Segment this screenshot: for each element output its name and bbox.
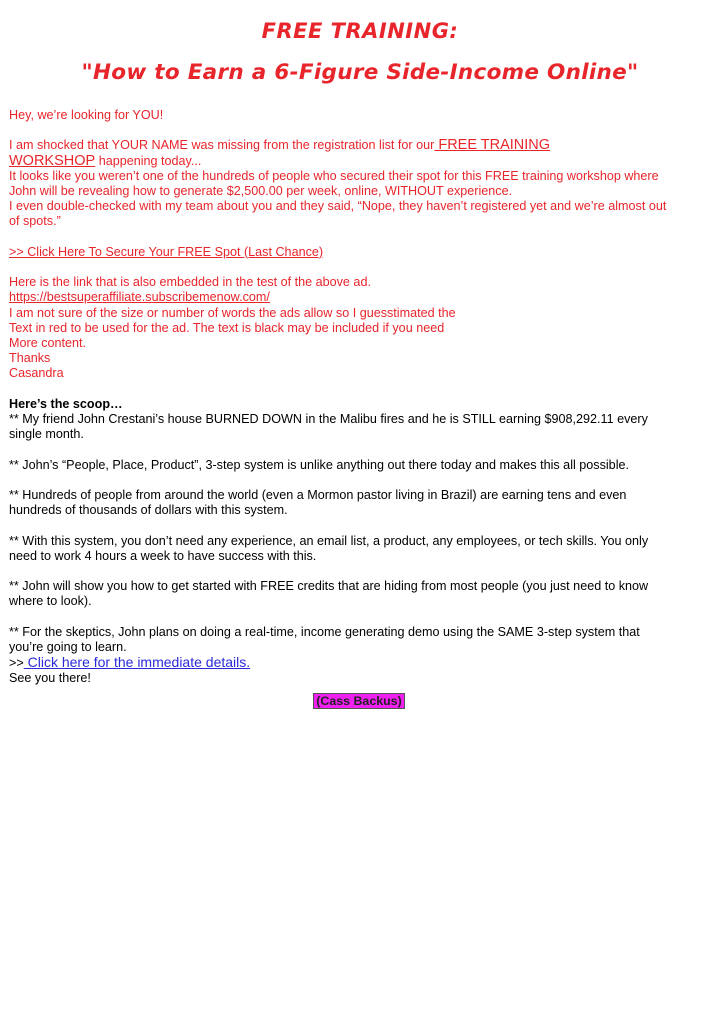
note-line-5: More content. (9, 336, 87, 350)
details-link[interactable]: Click here for the immediate details. (23, 654, 251, 671)
note-line-1: Here is the link that is also embedded in the test of the above ad. (9, 275, 371, 290)
john-revealing-text: John will be revealing how to generate $2,500.00 per week, online, WITHOUT experience. (9, 184, 513, 198)
note-url-link[interactable]: https://bestsuperaffiliate.subscribemenow.com/ (9, 290, 270, 305)
of-spots-text: of spots.” (9, 214, 61, 229)
scoop-item-6b: you’re going to learn. (9, 639, 127, 654)
scoop-item-5b: where to look). (9, 594, 92, 609)
scoop-heading: Here’s the scoop… (9, 396, 123, 411)
workshop-link-part1[interactable]: FREE TRAINING (434, 137, 551, 154)
scoop-item-4a: ** With this system, you don’t need any experience, an email list, a product, any employees, or tech skills. You only (9, 533, 649, 548)
note-line-3: I am not sure of the size or number of words the ads allow so I guesstimated the (9, 305, 456, 320)
document-body (9, 108, 709, 709)
secure-spot-link[interactable]: >> Click Here To Secure Your FREE Spot (Last Chance) (9, 244, 324, 259)
scoop-item-5a: ** John will show you how to get started with FREE credits that are hiding from most people (you just need to know (9, 579, 649, 594)
double-checked-text: I even double-checked with my team about you and they said, “Nope, they haven’t registered yet and we’re almost out (9, 199, 667, 214)
shocked-suffix: happening today... (95, 153, 202, 168)
signature-block (9, 693, 709, 709)
details-line (9, 655, 709, 671)
scoop-item-3b: hundreds of thousands of dollars with this system. (9, 503, 288, 518)
scoop-item-1a: ** My friend John Crestani’s house BURNED DOWN in the Malibu fires and he is STILL earning $908,292.11 every (9, 412, 648, 426)
shocked-prefix: I am shocked that YOUR NAME was missing from the registration list for our (9, 138, 435, 153)
scoop-item-6a: ** For the skeptics, John plans on doing a real-time, income generating demo using the SAME 3-step system that (9, 624, 640, 639)
scoop-item-3a: ** Hundreds of people from around the world (even a Mormon pastor living in Brazil) are earning tens and even (9, 487, 627, 502)
details-prefix: >> (9, 656, 24, 671)
scoop-item-4b: need to work 4 hours a week to have success with this. (9, 548, 317, 563)
note-thanks: Thanks (9, 351, 51, 366)
shocked-paragraph (9, 138, 709, 153)
workshop-link-part2[interactable]: WORKSHOP (9, 152, 96, 169)
scoop-item-1b: single month. (9, 427, 84, 442)
workshop-line (9, 154, 709, 169)
note-signoff: Casandra (9, 366, 64, 381)
page-subtitle: "How to Earn a 6-Figure Side-Income Online" (81, 60, 639, 85)
see-you-text: See you there! (9, 671, 91, 686)
page-title: FREE TRAINING: (261, 19, 459, 43)
note-line-4: Text in red to be used for the ad. The text is black may be included if you need (9, 320, 445, 335)
signature-name: (Cass Backus) (313, 693, 404, 709)
looks-like-text: It looks like you weren’t one of the hundreds of people who secured their spot for this FREE training workshop where (9, 168, 659, 183)
greeting-text: Hey, we’re looking for YOU! (9, 108, 164, 122)
scoop-item-2: ** John’s “People, Place, Product”, 3-step system is unlike anything out there today and makes this all possible. (9, 457, 629, 472)
